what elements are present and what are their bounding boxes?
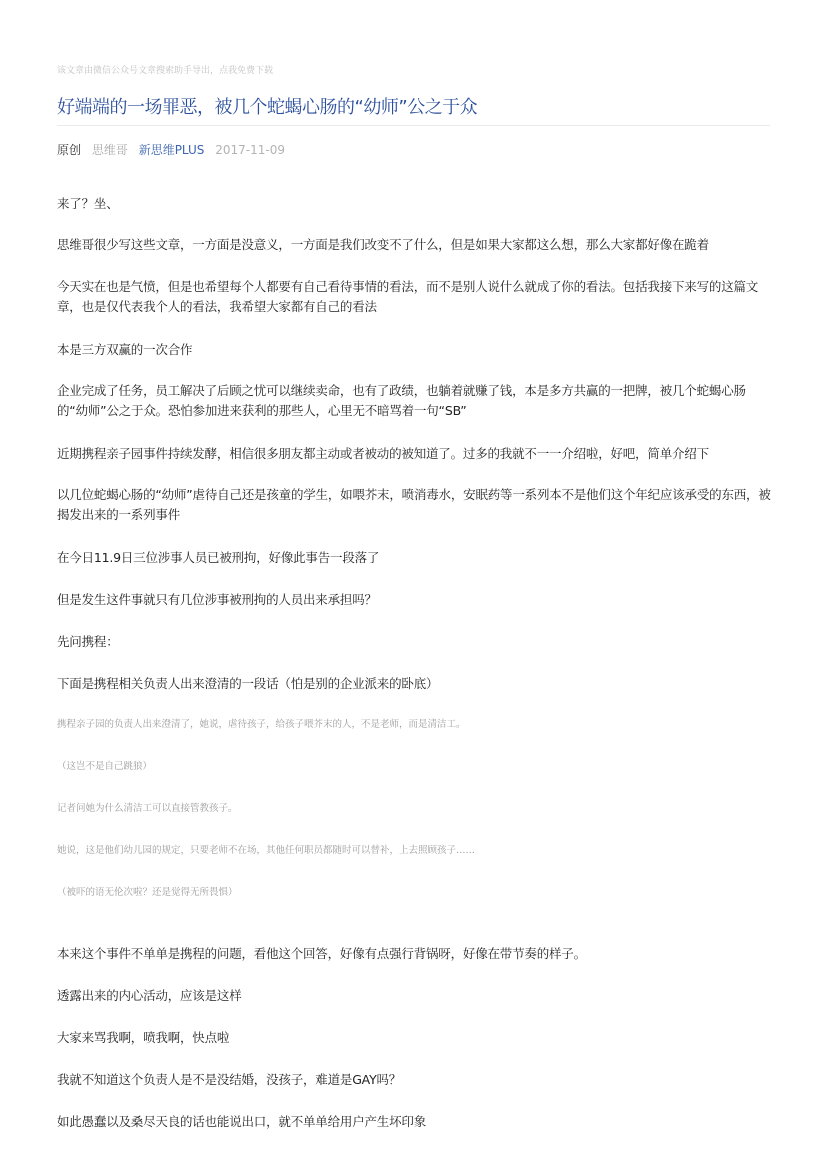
paragraph: 但是发生这件事就只有几位涉事被刑拘的人员出来承担吗？ [57, 592, 377, 607]
quote-line: 记者问她为什么清洁工可以直接管教孩子。 [57, 803, 238, 814]
paragraph: 大家来骂我啊，喷我啊，快点啦 [57, 1030, 230, 1045]
paragraph: 本是三方双赢的一次合作 [57, 342, 193, 357]
account-link[interactable]: 新思维PLUS [138, 143, 205, 157]
paragraph: 如此愚蠢以及桑尽天良的话也能说出口，就不单单给用户产生坏印象 [57, 1114, 427, 1129]
paragraph: 近期携程亲子园事件持续发酵，相信很多朋友都主动或者被动的被知道了。过多的我就不一一介绍啦，好吧，简单介绍下 [57, 446, 709, 461]
paragraph: 本来这个事件不单单是携程的问题，看他这个回答，好像有点强行背锅呀，好像在带节奏的样子。 [57, 946, 586, 961]
paragraph: 今天实在也是气愤，但是也希望每个人都要有自己看待事情的看法，而不是别人说什么就成了你的看法。包括我接下来写的这篇文章，也是仅代表我个人的看法，我希望大家都有自己的看法 [57, 279, 759, 314]
paragraph: 以几位蛇蝎心肠的“幼师”虐待自己还是孩童的学生，如喂芥末，喷消毒水，安眠药等一系列本不是他们这个年纪应该承受的东西，被揭发出来的一系列事件 [57, 487, 771, 522]
author-name: 思维哥 [91, 143, 128, 157]
paragraph: 企业完成了任务，员工解决了后顾之忧可以继续卖命，也有了政绩，也躺着就赚了钱，本是多方共赢的一把牌，被几个蛇蝎心肠的“幼师”公之于众。恐怕参加进来获利的那些人，心里无不暗骂着一句“SB” [57, 383, 746, 418]
paragraph: 先问携程： [57, 634, 119, 649]
paragraph: 在今日11.9日三位涉事人员已被刑拘，好像此事告一段落了 [57, 550, 380, 565]
paragraph: 下面是携程相关负责人出来澄清的一段话（怕是别的企业派来的卧底） [57, 676, 439, 691]
article-meta [57, 141, 292, 158]
title-divider [57, 125, 770, 126]
paragraph: 我就不知道这个负责人是不是没结婚，没孩子，难道是GAY吗？ [57, 1072, 402, 1087]
export-notice-link[interactable]: 该文章由微信公众号文章搜索助手导出，点我免费下载 [57, 66, 274, 76]
paragraph: 思维哥很少写这些文章，一方面是没意义，一方面是我们改变不了什么，但是如果大家都这么想，那么大家都好像在跪着 [57, 237, 709, 252]
quote-line: 她说，这是他们幼儿园的规定，只要老师不在场，其他任何职员都随时可以替补，上去照顾孩子…… [57, 845, 476, 856]
publish-date: 2017-11-09 [215, 143, 285, 157]
article-title: 好端端的一场罪恶，被几个蛇蝎心肠的“幼师”公之于众 [57, 97, 478, 118]
quote-line: 携程亲子园的负责人出来澄清了，她说，虐待孩子，给孩子喂芥末的人，不是老师，而是清洁工。 [57, 719, 466, 730]
quote-line: （这岂不是自己跳狼） [57, 761, 153, 772]
original-tag: 原创 [57, 143, 82, 157]
paragraph: 透露出来的内心活动，应该是这样 [57, 988, 242, 1003]
paragraph: 来了？坐、 [57, 196, 119, 211]
quote-line: （被吓的语无伦次啦？还是觉得无所畏惧） [57, 887, 238, 898]
